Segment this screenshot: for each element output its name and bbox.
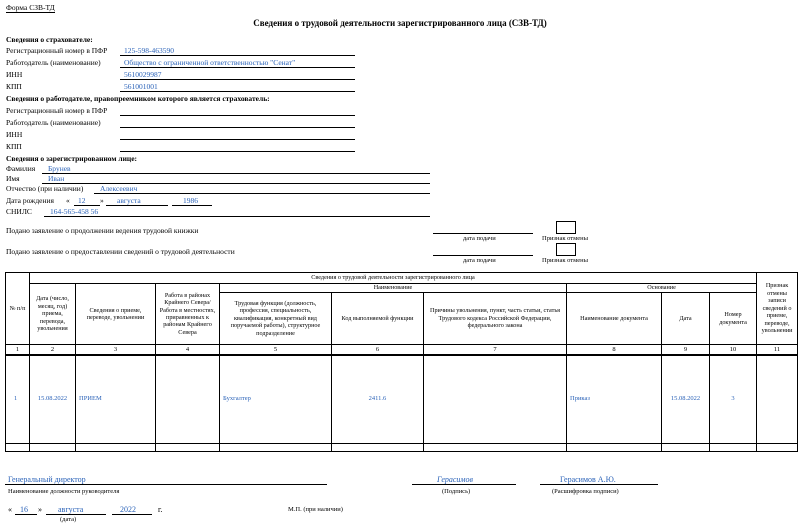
col-naim-header: Наименование (220, 284, 567, 293)
table-group-header: Сведения о трудовой деятельности зарегистрированного лица (30, 273, 757, 284)
signature-caption: (Подпись) (442, 488, 471, 495)
col-num-header: № п/п (6, 273, 30, 345)
col-number: 7 (424, 345, 567, 356)
sign-date-day[interactable]: 16 (20, 505, 28, 514)
cell-code[interactable]: 2411.6 (332, 355, 424, 443)
sign-date-year[interactable]: 2022 (120, 505, 136, 514)
col-number: 4 (156, 345, 220, 356)
col-func-header: Трудовая функция (должность, профессия, специальность, квалификация, конкретный вид поручаемой работы), структурное подразделение (220, 293, 332, 345)
dob-close-quote: » (100, 196, 104, 205)
insurer-kpp-value[interactable]: 561001001 (124, 82, 158, 91)
signature-decode-value[interactable]: Герасимов А.Ю. (560, 475, 616, 484)
patronymic-label: Отчество (при наличии) (6, 184, 84, 193)
stamp-label: М.П. (при наличии) (288, 506, 343, 513)
snils-value[interactable]: 164-565-458 56 (50, 207, 99, 216)
insurer-employer-value[interactable]: Общество с ограниченной ответственностью "Сенат" (124, 58, 296, 67)
col-number: 6 (332, 345, 424, 356)
continue-cancel-caption: Признак отмены (542, 235, 588, 242)
dob-month[interactable]: августа (117, 196, 141, 205)
sign-date-close-quote: » (38, 505, 42, 514)
sign-date-suffix: г. (158, 505, 163, 514)
col-number: 5 (220, 345, 332, 356)
cell-docnum[interactable]: 3 (710, 355, 757, 443)
cell-cancel[interactable] (757, 355, 798, 443)
insurer-header: Сведения о страхователе: (6, 35, 93, 44)
predecessor-reg-label: Регистрационный номер в ПФР (6, 106, 108, 115)
col-date-header: Дата (число, месяц, год) приема, перевода, увольнения (30, 284, 76, 345)
cell-num[interactable]: 1 (6, 355, 30, 443)
col-docnum-header: Номер документа (710, 293, 757, 345)
signature-decode-caption: (Расшифровка подписи) (552, 488, 619, 495)
person-header: Сведения о зарегистрированном лице: (6, 154, 138, 163)
insurer-inn-label: ИНН (6, 70, 23, 79)
dob-label: Дата рождения (6, 196, 54, 205)
col-number: 10 (710, 345, 757, 356)
sign-date-open-quote: « (8, 505, 12, 514)
col-reasons-header: Причины увольнения, пункт, часть статьи, статья Трудового кодекса Российской Федерации, федерального закона (424, 293, 567, 345)
col-info-header: Сведения о приеме, переводе, увольнении (76, 284, 156, 345)
cell-info[interactable]: ПРИЕМ (76, 355, 156, 443)
col-docdate-header: Дата (662, 293, 710, 345)
insurer-employer-label: Работодатель (наименование) (6, 58, 101, 67)
predecessor-header: Сведения о работодателе, правопреемником которого является страхователь: (6, 94, 270, 103)
snils-label: СНИЛС (6, 207, 32, 216)
col-number: 1 (6, 345, 30, 356)
dob-year[interactable]: 1986 (183, 196, 198, 205)
continue-book-label: Подано заявление о продолжении ведения трудовой книжки (6, 226, 199, 235)
cell-north[interactable] (156, 355, 220, 443)
continue-date-caption: дата подачи (463, 235, 496, 242)
col-basis-header: Основание (567, 284, 757, 293)
col-cancel-header: Признак отмены записи сведений о приеме, переводе, увольнении (757, 273, 798, 345)
form-label: Форма СЗВ-ТД (6, 3, 55, 12)
cell-func[interactable]: Бухгалтер (220, 355, 332, 443)
insurer-kpp-label: КПП (6, 82, 22, 91)
col-code-header: Код выполняемой функции (332, 293, 424, 345)
col-number: 11 (757, 345, 798, 356)
continue-cancel-box[interactable] (556, 221, 576, 234)
provide-cancel-caption: Признак отмены (542, 257, 588, 264)
surname-label: Фамилия (6, 164, 36, 173)
predecessor-inn-label: ИНН (6, 130, 23, 139)
position-caption: Наименование должности руководителя (8, 488, 120, 495)
work-history-table (5, 272, 798, 452)
sign-date-caption: (дата) (60, 516, 77, 523)
col-number: 2 (30, 345, 76, 356)
cell-docname[interactable]: Приказ (567, 355, 662, 443)
col-docname-header: Наименование документа (567, 293, 662, 345)
table-row-empty (6, 443, 798, 451)
dob-open-quote: « (66, 196, 70, 205)
cell-date[interactable]: 15.08.2022 (30, 355, 76, 443)
name-label: Имя (6, 174, 20, 183)
insurer-inn-value[interactable]: 5610029987 (124, 70, 162, 79)
cell-docdate[interactable]: 15.08.2022 (662, 355, 710, 443)
cell-reasons[interactable] (424, 355, 567, 443)
col-north-header: Работа в районах Крайнего Севера/Работа в местностях, приравненных к районам Крайнего Севера (156, 284, 220, 345)
predecessor-kpp-label: КПП (6, 142, 22, 151)
provide-date-caption: дата подачи (463, 257, 496, 264)
table-row (6, 355, 798, 443)
provide-info-label: Подано заявление о предоставлении сведений о трудовой деятельности (6, 247, 235, 256)
dob-day[interactable]: 12 (78, 196, 86, 205)
position-value[interactable]: Генеральный директор (8, 475, 86, 484)
name-value[interactable]: Иван (48, 174, 65, 183)
signature-value[interactable]: Герасимов (437, 475, 473, 484)
predecessor-employer-label: Работодатель (наименование) (6, 118, 101, 127)
insurer-reg-value[interactable]: 125-598-463590 (124, 46, 174, 55)
sign-date-month[interactable]: августа (58, 505, 84, 514)
surname-value[interactable]: Брунев (48, 164, 71, 173)
col-number: 8 (567, 345, 662, 356)
document-title: Сведения о трудовой деятельности зарегистрированного лица (СЗВ-ТД) (253, 18, 547, 28)
insurer-reg-label: Регистрационный номер в ПФР (6, 46, 108, 55)
provide-cancel-box[interactable] (556, 243, 576, 256)
col-number: 9 (662, 345, 710, 356)
patronymic-value[interactable]: Алексеевич (100, 184, 138, 193)
col-number: 3 (76, 345, 156, 356)
